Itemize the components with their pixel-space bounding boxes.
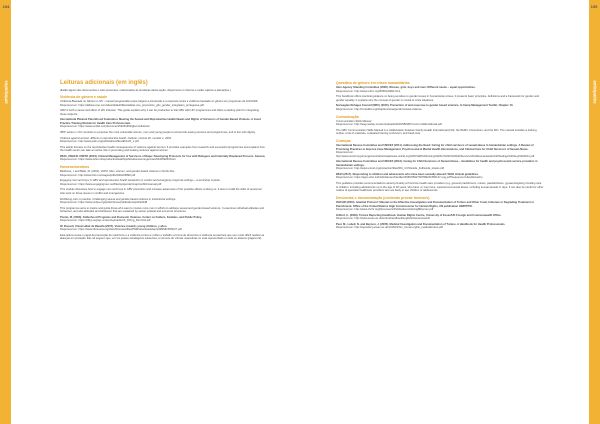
reference-entry: WHO (2017). Responding to children and adolescents who have been sexually abused: WHO clinical guidelines. Disponível em: https://apps.who.int/iris/bitstream/handle/10665/259270/9789241550147-eng.pdf?sequence=1&isAllowed=y bbox=[336, 173, 483, 180]
left-page-column bbox=[60, 80, 266, 243]
reference-entry: WHO, UNHCR, UNFPA (2004). Clinical Management of Survivors of Rape: Developing Protocols for Use with Refugees and Internally Displaced Persons. Geneva. Disponível em: https://www.who.int/reproductivehealth/publications/emergencies/924159263X/en/ bbox=[60, 154, 266, 162]
reference-entry: Violence against women: Effects on reproductive health. Outlook, volume 20, number 1, 2001. Disponível em: http://www.path.org/publications/files/EOL20_1.pdf bbox=[60, 136, 172, 143]
side-label-right: anticipados bbox=[592, 80, 597, 104]
reference-entry: International Rescue Committee and UNICEF (2011). Addressing the Need: Caring for child survivors of sexual abuse in humanitarian settings. A Review of Promising Practices to Improve Case Management, Psychosocial & Mental Health Interventions, and Clinical Care for Child Survivors of Sexual Abuse. Disponível em: http://www.unicef.org/emergencies/downloads/www.unicef.org%20Child%20Caring%20For%20Child%20Survivors%20Humanitarian%20Settings%20Aug%202011.pdf bbox=[336, 144, 535, 158]
reference-description: This module discusses how to engage men and boys in GBV prevention and increase awareness of the possible effects of doing so. It aims to build the skills of personnel who work on these issues in conflict and emergencies. bbox=[60, 188, 262, 195]
section-heading: Homens/meninos bbox=[60, 165, 90, 170]
reference-entry: Communication Skills Manual Disponível em: http://ieag.net/wp-content/uploads/2016/08/GBV-Comm-Skills-Manual.pdf bbox=[336, 119, 442, 127]
reference-description: IPPF works in 172 countries to empower the most vulnerable women, men and young people to access life-saving services and programmes, and to live with dignity. bbox=[60, 130, 256, 134]
reference-entry: W. Russell, Universidad de Bauella (2007). Violence towards young children, y a/los. Disponível em: https://www.tforeview.org/sites/tforeview/files/PMR/downloads/wp/pdf/RMF/PMF/27.pdf bbox=[60, 224, 182, 232]
reference-entry: Peel, M., Lubell, N. and Beynon, J. (2005). Medical Investigation and Documentation of Torture. A Handbook for Health Professionals. Disponível em: http://repository.essex.ac.uk/13152/1/hrc_human-rights_medicaltorture.pdf bbox=[336, 222, 506, 230]
section-heading: Crianças bbox=[336, 139, 351, 144]
side-label-left: anticipados bbox=[3, 80, 8, 104]
reference-description: The GBV Communication Skills Manual is a collaboration between Family Health International (FHI), the RHRC Consortium, and the IRC. The manual includes a training outline, a list of materials, a detailed training curriculum, and hand-outs. bbox=[336, 128, 537, 136]
page-number-left: 194 bbox=[2, 4, 10, 9]
reference-entry: OHCHR (2004). Istanbul Protocol: Manual on the Effective Investigation and Documentation of Torture and Other Cruel, Inhuman or Degrading Treatment or Punishment. Office of the United Nations High Commissioner for Human Rights, UN publication HR/P/PT/8. Disponível em: http://www.ohchr.org/Documents/Publications/training8Rev1en.pdf bbox=[336, 201, 535, 211]
reference-entry: Barkhess, I. and Bello, M. (2004). VAPO, Men, women, and gender-based violence in North Abu. Disponível em: http://www.hsfo.no/images/pdfs/2004/23890.pdf bbox=[60, 170, 175, 177]
page-title: Leituras adicionais (em inglês) bbox=[60, 80, 148, 86]
intro-text: (Estão alguns dos documentos e sites presentes, relacionados às temáticas desta seção, disponíveis no Internet e estão sujeitos a alterações.) bbox=[60, 88, 231, 92]
section-heading: Denúncias e documentação (contendo provas forenses) bbox=[336, 195, 430, 200]
reference-entry: Engaging men and boys in GBV and reproductive health prevention in conflict and emergency response settings – a workshop module. Disponível em: https://www.engagingmen.net/files/sp/gender/map/conflict/manual.pdf bbox=[60, 179, 221, 186]
reference-description: This guideline provides recommendations aimed primarily at front-line health-care providers (e.g. general practitioners, nurses, paediatricians, gynaecologists) providing care to children, including adolescents up to the age of 18 years, who have, or may have, experienced sexual abuse, including sexual assault or rape. It can also be useful for other cadres of specialist healthcare providers who are likely to see children or adolescents. bbox=[336, 182, 544, 193]
reference-entry: Norwegian Refugee Council (NRC) (2015). Prevention of and response to gender based violence. In Camp Management Toolkit, Chapter 10. Disponível em: http://cmtoolkit.org/chapters/view/gender-based-violence bbox=[336, 104, 514, 111]
right-page-column bbox=[336, 81, 544, 232]
reference-description: This handbook offers practical guidance on being sensitive to gender issues in humanitarian crises. It presents basic principles, definitions and a framework for gender and gender equality. It explains why the concept of gender is crucial to crisis situations. bbox=[336, 95, 539, 102]
reference-description: This programme aims to inspire and guide those who want to involve more men in efforts to address sexual and gender-based violence. It examines individual attitudes and behaviour, and also attitudes and behaviour that are sustained by social, political and economic structures. bbox=[60, 206, 264, 214]
reference-entry: Violência Baseada no Gênero e HIV - manual programático para integrar a prevenção e a resposta contra a violência baseada no gênero em programas de HIV/AIDS. Disponível em: https://aidstar-one.com/sites/default/files/aidstar-one_prevention_gbv_gender_integration_portuguese.pdf bbox=[60, 100, 259, 107]
section-heading: Comunicação bbox=[336, 114, 359, 119]
section-heading: Violência de gênero e saúde bbox=[60, 94, 108, 99]
reference-description: Esta leitura revisa o papel da prevenção do machismo e a violência contra a mulher e trabalho a forma de denunciar a violência sexual face que seu modo difícil realizar as alianças em proteção. Ele cal seguem que, em los países estratégicos existentes, el número de vítimas masculinas no está representado en todo su alcance (página 22). bbox=[60, 233, 265, 241]
reference-entry: Mobilising men in practice. Challenging sexual and gender-based violence in institutional settings. Disponível em: https://www.unfpa.org/public/home/publications/pid/10448 bbox=[60, 197, 177, 204]
reference-entry: International Rescue Committee and UNICEF (2012). Caring for Child Survivors of Sexual Abuse – Guidelines for health and psychosocial service providers in humanitarian settings. Disponível em: http://www.unicef.org/protection/files/IRC_CCSGuide_FullGuide_lowres.pdf bbox=[336, 160, 538, 171]
reference-entry: International Planned Parenthood Federation. Meeting the Sexual and Reproductive Health Needs and Rights of Survivors of Gender-Based Violence. A Good Practice Training Module for Health Care Professionals. Disponível em: https://www.scribd.com/document/52251650/gbvmoduleinal bbox=[60, 118, 261, 129]
section-heading: Questões de gênero em crises humanitárias bbox=[336, 81, 410, 85]
reference-entry: Gilford, C. (2009). Torture Reporting Handbook. Human Rights Centre, University of Essex/UK Foreign and Commonwealth Office. Disponível em: http://www.essex.ac.uk/torturehandbook/english/interaccessinfo bbox=[336, 213, 502, 221]
page-number-right: 195 bbox=[590, 4, 598, 9]
reference-entry: Inter-Agency Standing Committee (2006). Women, girls, boys and men: Different needs – equal opportunities. Disponível em: http://www.unhcr.org/50561c9994.html bbox=[336, 86, 476, 93]
reference-description: GBV is both a cause and effect of HIV infection. This guide explains why it can be productive to link GBV with HIV programmes and offers a starting point for integrating these subjects. bbox=[60, 109, 259, 116]
reference-description: This article focuses on the reproductive health consequences of violence against women. It provides examples from research and successful programmes and explains how the health sector can take an active role in preventing and treating violence against women. bbox=[60, 145, 265, 153]
reference-entry: Poulet, M. (2003). Fatherhood Programs and Domestic Violence. Center on Fathers, Families, and Public Policy. Disponível em: https://cffpp.org/wp-content/uploads/CK_FProg_DomViol.pdf bbox=[60, 215, 202, 223]
